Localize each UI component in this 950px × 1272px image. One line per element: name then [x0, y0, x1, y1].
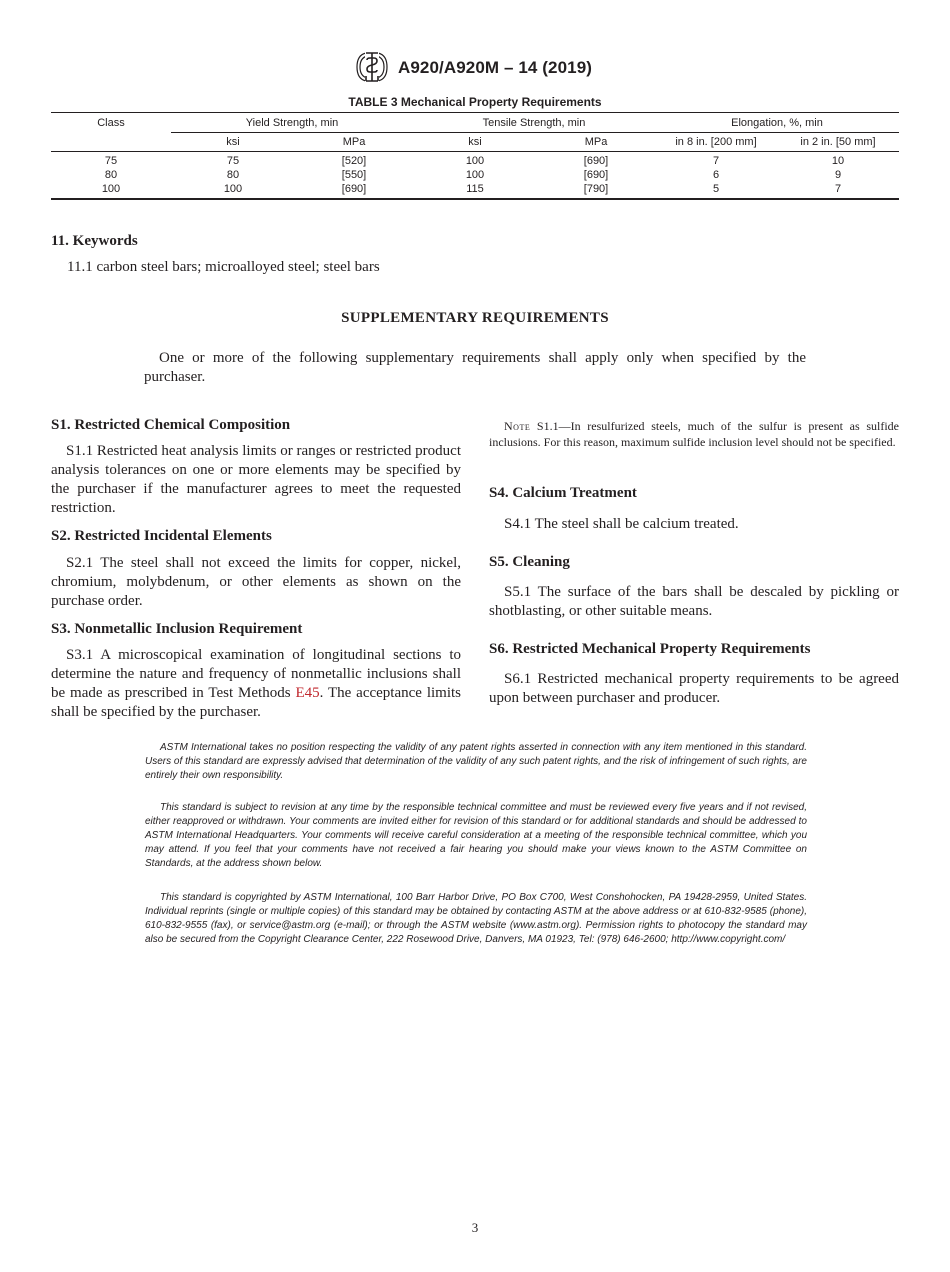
table-header-tensile-strength: Tensile Strength, min [413, 113, 655, 133]
table-cell: [690] [341, 183, 367, 195]
table-cell: 75 [104, 155, 118, 167]
table-header-elongation: Elongation, %, min [655, 113, 899, 133]
s6-heading: S6. Restricted Mechanical Property Requirements [489, 641, 811, 657]
note-s1-1 [489, 418, 899, 450]
copyright-notice: This standard is copyrighted by ASTM International, 100 Barr Harbor Drive, PO Box C700, West Conshohocken, PA 19428-2959, United States. Individual reprints (single or multiple copies) of this standard may be obtained by contacting ASTM at the above address or at 610-832-9585 (phone), 610-832-9555 (fax), or service@astm.org (e-mail); or through the ASTM website (www.astm.org). Permission rights to photocopy the standard may also be secured from the Copyright Clearance Center, 222 Rosewood Drive, Danvers, MA 01923, Tel: (978) 646-2600; http://www.copyright.com/ [145, 892, 807, 945]
s3-text [51, 646, 461, 722]
s6-text: S6.1 Restricted mechanical property requirements to be agreed upon between purchaser and producer. [489, 671, 899, 706]
mechanical-property-table [51, 112, 899, 200]
s2-text: S2.1 The steel shall not exceed the limits for copper, nickel, chromium, molybdenum, or other elements as shown on the purchase order. [51, 555, 461, 609]
s5-text: S5.1 The surface of the bars shall be descaled by pickling or shotblasting, or other suitable means. [489, 584, 899, 619]
table-row [51, 182, 899, 199]
table-cell: 7 [834, 183, 842, 195]
table-cell: 100 [101, 183, 121, 195]
table-cell: 9 [834, 169, 842, 181]
s3-text-end: . The acceptance limits shall be specified by the purchaser. [51, 685, 461, 720]
page-number: 3 [471, 1220, 479, 1235]
table-cell: 7 [712, 155, 720, 167]
table-cell: 100 [465, 155, 485, 167]
table-subheader: MPa [342, 136, 366, 148]
s1-text: S1.1 Restricted heat analysis limits or ranges or restricted product analysis tolerances on one or more elements may be specified by the purchaser if the manufacturer agrees to meet the requested restriction. [51, 443, 461, 516]
table-cell: 5 [712, 183, 720, 195]
table-cell: 80 [226, 169, 240, 181]
note-label: Note [504, 419, 531, 433]
table-header-class: Class [97, 116, 125, 129]
table-cell: 10 [831, 155, 845, 167]
table-subheader: in 2 in. [50 mm] [800, 136, 876, 148]
table-cell: 100 [223, 183, 243, 195]
table-subheader: in 8 in. [200 mm] [675, 136, 757, 148]
e45-link[interactable]: E45 [295, 685, 320, 701]
table-subheader: ksi [226, 136, 240, 148]
table-title: TABLE 3 Mechanical Property Requirements [348, 95, 602, 109]
keywords-text: 11.1 carbon steel bars; microalloyed steel; steel bars [67, 259, 380, 275]
document-designation: A920/A920M – 14 (2019) [398, 58, 593, 77]
table-subheader: MPa [584, 136, 608, 148]
table-cell: 75 [226, 155, 240, 167]
note-text: S1.1—In resulfurized steels, much of the sulfur is present as sulfide inclusions. For this reason, maximum sulfide inclusion level should not be specified. [489, 419, 899, 449]
table-header-yield-strength: Yield Strength, min [171, 113, 413, 133]
supplementary-heading: SUPPLEMENTARY REQUIREMENTS [341, 310, 609, 326]
table-cell: 6 [712, 169, 720, 181]
table-cell: [690] [583, 155, 609, 167]
patent-notice: ASTM International takes no position respecting the validity of any patent rights asserted in connection with any item mentioned in this standard. Users of this standard are expressly advised that determination of the validity of any such patent rights, and the risk of infringement of such rights, are entirely their own responsibility. [145, 742, 807, 781]
table-subheader-blank [51, 133, 171, 152]
s4-text: S4.1 The steel shall be calcium treated. [504, 516, 739, 532]
table-cell: [690] [583, 169, 609, 181]
table-cell: 80 [104, 169, 118, 181]
s4-heading: S4. Calcium Treatment [489, 485, 637, 501]
table-cell: 115 [466, 183, 484, 195]
s2-heading: S2. Restricted Incidental Elements [51, 528, 272, 544]
table-cell: [550] [341, 169, 367, 181]
s1-heading: S1. Restricted Chemical Composition [51, 417, 291, 433]
supplementary-intro: One or more of the following supplementary requirements shall apply only when specified by the purchaser. [144, 350, 806, 385]
page-header [0, 50, 950, 86]
keywords-heading: 11. Keywords [51, 233, 138, 249]
table-cell: [520] [341, 155, 367, 167]
table-row [51, 152, 899, 169]
revision-notice: This standard is subject to revision at any time by the responsible technical committee and must be reviewed every five years and if not revised, either reapproved or withdrawn. Your comments are invited either for revision of this standard or for additional standards and should be addressed to ASTM International Headquarters. Your comments will receive careful consideration at a meeting of the responsible technical committee, which you may attend. If you feel that your comments have not received a fair hearing you should make your views known to the ASTM Committee on Standards, at the address shown below. [145, 802, 807, 869]
s5-heading: S5. Cleaning [489, 554, 570, 570]
s3-text-start: S3.1 A microscopical examination of longitudinal sections to determine the nature and frequency of nonmetallic inclusions shall be made as prescribed in Test Methods [51, 647, 461, 701]
table-subheader: ksi [468, 136, 482, 148]
astm-logo [354, 50, 390, 84]
table-cell: [790] [583, 183, 609, 195]
table-cell: 100 [465, 169, 485, 181]
s3-heading: S3. Nonmetallic Inclusion Requirement [51, 621, 303, 637]
table-row [51, 168, 899, 182]
